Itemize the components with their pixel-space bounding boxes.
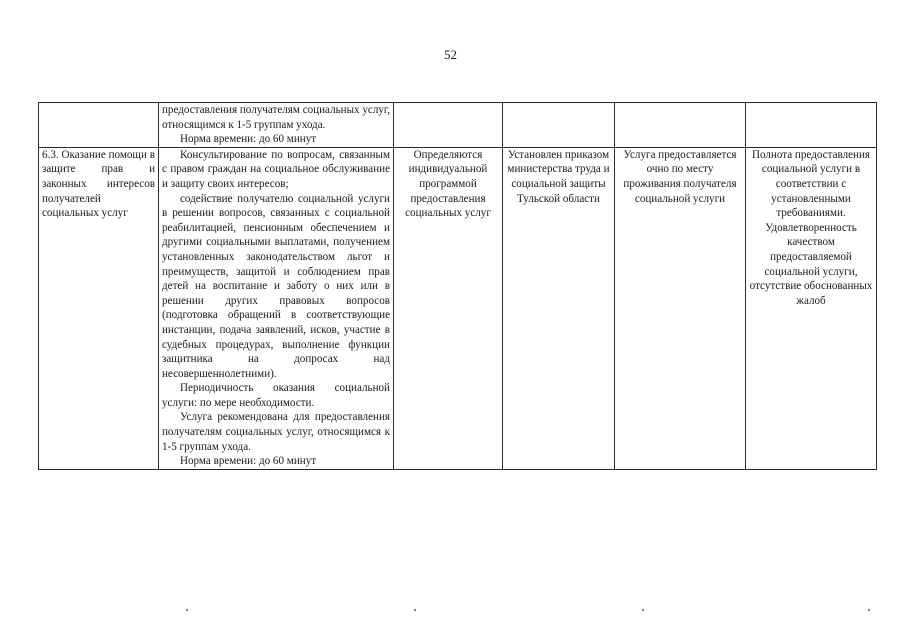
cell-tariff	[503, 147, 615, 469]
cell-empty	[503, 103, 615, 148]
description-paragraph-periodicity: Периодичность оказания социальной услуги: по мере необходимости.	[162, 382, 390, 409]
continuation-paragraph: предоставления получателям социальных услуг, относящимся к 1-5 группам ухода.	[162, 104, 391, 131]
cell-empty	[615, 103, 746, 148]
page-number: 52	[444, 47, 457, 62]
service-name: 6.3. Оказание помощи в защите прав и законных интересов получателей социальных услуг	[42, 148, 155, 220]
services-table	[38, 102, 877, 470]
cell-quality	[746, 147, 877, 469]
cell-volume	[394, 147, 503, 469]
scan-speck	[414, 609, 416, 611]
volume-text: Определяются индивидуальной программой предоставления социальных услуг	[405, 148, 491, 220]
description-time-norm: Норма времени: до 60 минут	[180, 455, 317, 468]
scan-speck	[186, 609, 188, 611]
cell-empty	[39, 103, 159, 148]
cell-service-description	[159, 147, 394, 469]
table-row-6-3	[39, 147, 877, 469]
cell-empty	[746, 103, 877, 148]
description-paragraph-recommendation: Услуга рекомендована для предоставления получателям социальных услуг, относящимся к 1-5 группам ухода.	[162, 411, 390, 453]
cell-service-name	[39, 147, 159, 469]
cell-conditions	[615, 147, 746, 469]
scan-speck	[642, 609, 644, 611]
scan-speck	[868, 609, 870, 611]
quality-text: Полнота предоставления социальной услуги в соответствии с установленными требованиями. Удовлетворенность качеством предоставляемой социальной услуги, отсутствие обоснованных жалоб	[749, 148, 873, 307]
cell-empty	[394, 103, 503, 148]
conditions-text: Услуга предоставляется очно по месту проживания получателя социальной услуги	[623, 148, 737, 205]
tariff-text: Установлен приказом министерства труда и социальной защиты Тульской области	[507, 148, 610, 205]
description-paragraph-consulting: Консультирование по вопросам, связанным с правом граждан на социальное обслуживание и защиту своих интересов;	[162, 148, 390, 190]
description-paragraph-assistance: содействие получателю социальной услуги в решении вопросов, связанных с социальной реабилитацией, пенсионным обеспечением и другими социальными выплатами, получением установленных законодательством льгот и преимуществ, защитой и соблюдением прав детей на воспитание и заботу о них или в решении других правовых вопросов (подготовка обращений в соответствующие инстанции, подача заявлений, исков, участие в судебных процедурах, выполнение функции защитника на допросах над несовершеннолетними).	[162, 192, 390, 380]
cell-continuation-description	[159, 103, 394, 148]
continuation-time-norm: Норма времени: до 60 минут	[180, 133, 317, 146]
table-row-continuation	[39, 103, 877, 148]
